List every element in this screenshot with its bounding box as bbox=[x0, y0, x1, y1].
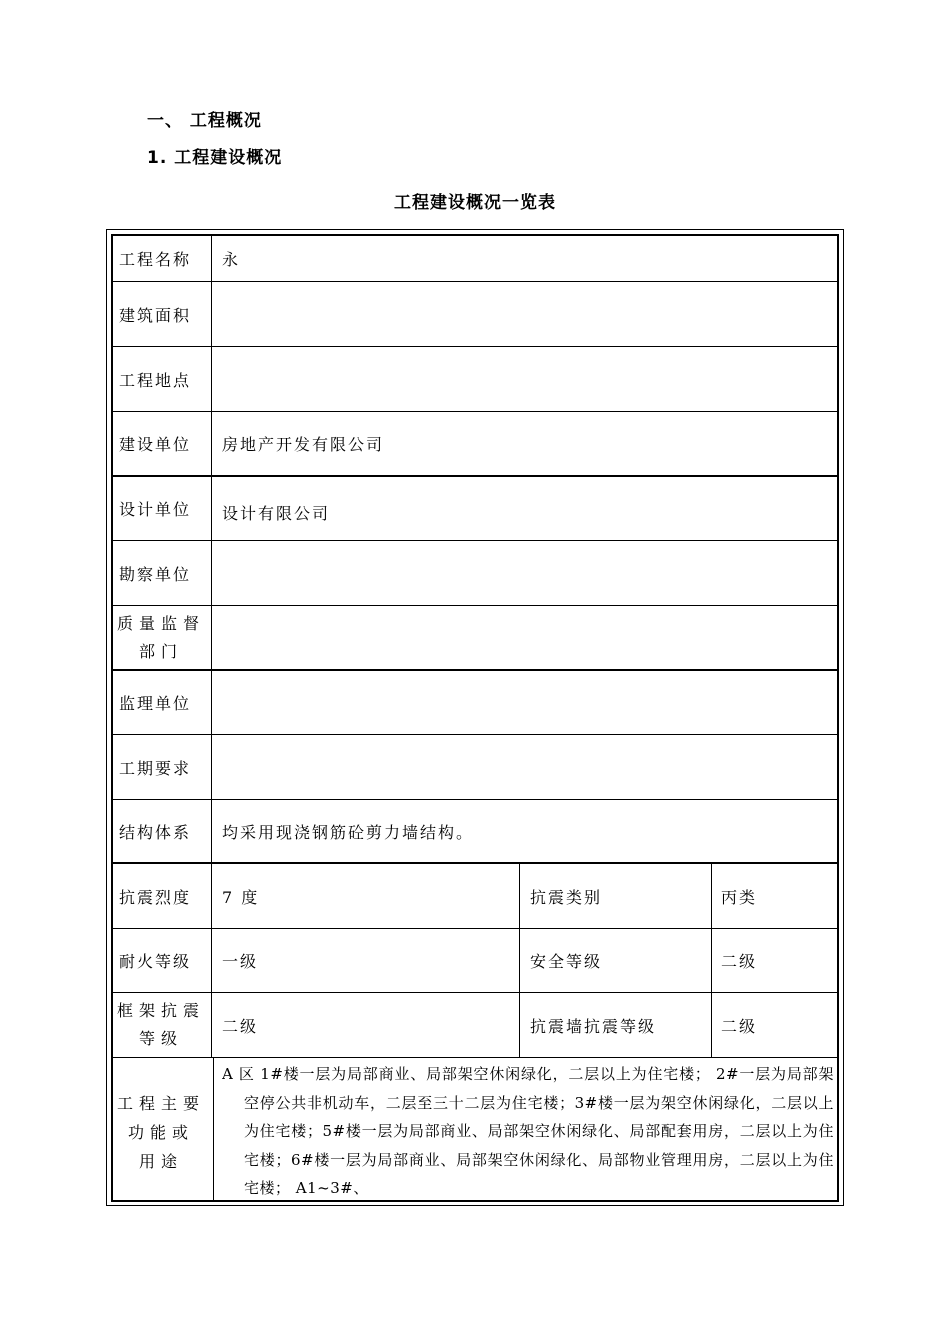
value-safety-grade: 二级 bbox=[721, 952, 758, 971]
value-fire-rating: 一级 bbox=[222, 952, 259, 971]
value-designer: 设计有限公司 bbox=[222, 503, 331, 523]
row-divider bbox=[111, 1057, 839, 1058]
row-divider bbox=[111, 281, 839, 282]
label-location: 工程地点 bbox=[119, 370, 192, 390]
label-designer: 设计单位 bbox=[119, 500, 192, 519]
value-structure: 均采用现浇钢筋砼剪力墙结构。 bbox=[222, 822, 475, 842]
value-wall-seismic: 二级 bbox=[721, 1016, 758, 1036]
label-wall-seismic: 抗震墙抗震等级 bbox=[530, 1016, 657, 1036]
subsection-heading: 1. 工程建设概况 bbox=[147, 148, 283, 168]
label-safety-grade: 安全等级 bbox=[530, 952, 603, 971]
section-heading: 一、 工程概况 bbox=[147, 111, 262, 131]
col-divider bbox=[519, 862, 520, 1057]
label-line: 等级 bbox=[138, 1029, 183, 1048]
label-surveyor: 勘察单位 bbox=[119, 564, 192, 584]
label-line: 部门 bbox=[138, 641, 183, 661]
label-line: 框架抗震 bbox=[116, 1001, 205, 1020]
value-seismic-intensity: 7 度 bbox=[222, 887, 260, 907]
row-divider bbox=[111, 799, 839, 800]
label-function bbox=[111, 1087, 211, 1177]
label-fire-rating: 耐火等级 bbox=[119, 952, 192, 971]
table-title: 工程建设概况一览表 bbox=[394, 193, 556, 213]
label-schedule: 工期要求 bbox=[119, 758, 192, 778]
label-line: 质量监督 bbox=[116, 613, 205, 633]
row-divider bbox=[111, 346, 839, 347]
label-developer: 建设单位 bbox=[119, 435, 192, 454]
col-divider bbox=[211, 234, 212, 1057]
col-divider bbox=[711, 862, 712, 1057]
label-line: 工程主要 bbox=[116, 1093, 205, 1113]
label-seismic-intensity: 抗震烈度 bbox=[119, 887, 192, 907]
value-developer: 房地产开发有限公司 bbox=[222, 435, 385, 454]
value-frame-seismic: 二级 bbox=[222, 1016, 259, 1036]
value-project-name: 永 bbox=[222, 250, 241, 269]
label-line: 功能或 bbox=[127, 1122, 194, 1142]
row-divider bbox=[111, 475, 839, 477]
col-divider bbox=[213, 1057, 214, 1202]
label-line: 用途 bbox=[138, 1151, 183, 1171]
label-seismic-category: 抗震类别 bbox=[530, 887, 603, 907]
value-function: A 区 1#楼一层为局部商业、局部架空休闲绿化，二层以上为住宅楼； 2#一层为局部架空停公共非机动车，二层至三十二层为住宅楼；3#楼一层为架空休闲绿化，二层以上为住宅楼；5#楼一层为局部商业、局部架空休闲绿化、局部配套用房，二层以上为住宅楼；6#楼一层为局部商业、局部架空休闲绿化、局部物业管理用房，二层以上为住宅楼； A1~3#、 bbox=[222, 1065, 834, 1197]
label-quality-dept bbox=[111, 606, 211, 669]
row-divider bbox=[111, 605, 839, 606]
value-seismic-category: 丙类 bbox=[721, 887, 758, 907]
row-divider bbox=[111, 669, 839, 671]
label-building-area: 建筑面积 bbox=[119, 305, 192, 325]
row-divider bbox=[111, 540, 839, 541]
row-divider bbox=[111, 411, 839, 412]
label-frame-seismic bbox=[111, 993, 211, 1057]
label-project-name: 工程名称 bbox=[119, 250, 192, 269]
row-divider bbox=[111, 734, 839, 735]
label-supervisor: 监理单位 bbox=[119, 694, 192, 713]
label-structure: 结构体系 bbox=[119, 822, 192, 842]
